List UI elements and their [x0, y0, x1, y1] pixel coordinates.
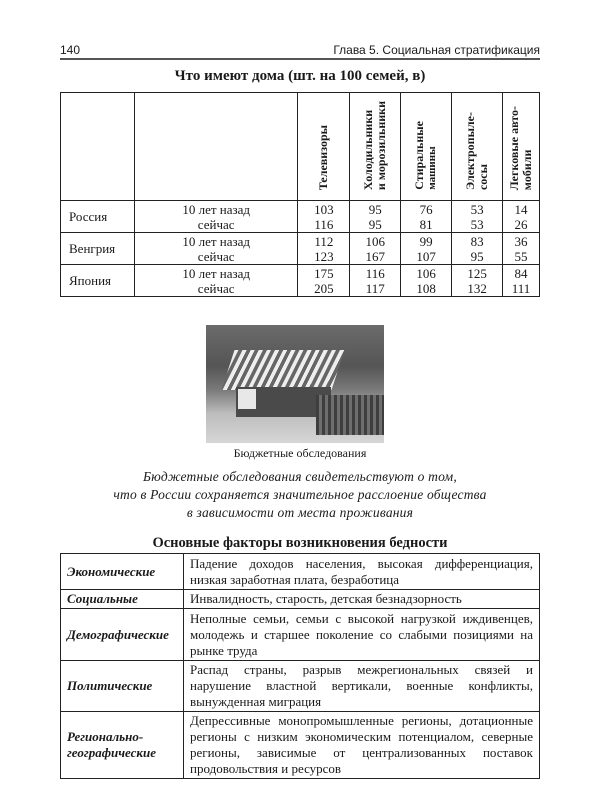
- quote-line: что в России сохраняется значительное расслоение общества: [113, 487, 487, 502]
- table-row: [61, 590, 540, 609]
- value-cell: 175 205: [298, 265, 350, 297]
- period-cell: 10 лет назад сейчас: [134, 233, 298, 265]
- factor-cell: Демографические: [61, 609, 184, 661]
- value-cell: 76 81: [401, 201, 452, 233]
- photo-roof-shape: [222, 350, 345, 390]
- page-number: 140: [60, 43, 81, 57]
- value-cell: 95 95: [350, 201, 401, 233]
- header-empty-period: [134, 93, 298, 201]
- poverty-factors-table: [60, 553, 540, 779]
- value-cell: 83 95: [452, 233, 503, 265]
- dilapidated-house-photo: [206, 325, 384, 443]
- header-col: Телевизоры: [298, 93, 350, 201]
- table-row: [61, 712, 540, 779]
- factor-cell: Социальные: [61, 590, 184, 609]
- value-cell: 112 123: [298, 233, 350, 265]
- header-col: Стиральные машины: [401, 93, 452, 201]
- header-col: Электропыле- сосы: [452, 93, 503, 201]
- country-cell: Венгрия: [61, 233, 135, 265]
- description-cell: Депрессивные монопромышленные регионы, дотационные регионы с низким экономическим потенциалом, северные регионы, зависимые от централизованных поставок продовольствия и ресурсов: [184, 712, 540, 779]
- description-cell: Падение доходов населения, высокая дифференциация, низкая заработная плата, безработица: [184, 554, 540, 590]
- photo-fence-shape: [316, 395, 384, 435]
- header-col: Холодильники и морозильники: [350, 93, 401, 201]
- country-cell: Япония: [61, 265, 135, 297]
- value-cell: 116 117: [350, 265, 401, 297]
- value-cell: 14 26: [503, 201, 540, 233]
- country-cell: Россия: [61, 201, 135, 233]
- description-cell: Инвалидность, старость, детская безнадзорность: [184, 590, 540, 609]
- value-cell: 106 108: [401, 265, 452, 297]
- value-cell: 99 107: [401, 233, 452, 265]
- quote-line: Бюджетные обследования свидетельствуют о том,: [143, 469, 457, 484]
- header-empty-country: [61, 93, 135, 201]
- header-col: Легковые авто- мобили: [503, 93, 540, 201]
- quote-line: в зависимости от места проживания: [186, 505, 414, 520]
- table1-title: Что имеют дома (шт. на 100 семей, в): [174, 68, 426, 84]
- description-cell: Неполные семьи, семьи с высокой нагрузкой иждивенцев, молодежь и старшее поколение со слабыми позициями на рынке труда: [184, 609, 540, 661]
- value-cell: 84 111: [503, 265, 540, 297]
- table-row: [61, 233, 540, 265]
- period-cell: 10 лет назад сейчас: [134, 201, 298, 233]
- value-cell: 106 167: [350, 233, 401, 265]
- table-row: [61, 201, 540, 233]
- value-cell: 36 55: [503, 233, 540, 265]
- value-cell: 125 132: [452, 265, 503, 297]
- table-row: [61, 609, 540, 661]
- table-row: [61, 554, 540, 590]
- period-cell: 10 лет назад сейчас: [134, 265, 298, 297]
- table2-title: Основные факторы возникновения бедности: [152, 535, 448, 551]
- photo-window-shape: [238, 389, 256, 409]
- value-cell: 53 53: [452, 201, 503, 233]
- table-row: [61, 265, 540, 297]
- household-goods-table: [60, 92, 540, 297]
- photo-caption: Бюджетные обследования: [233, 446, 367, 460]
- table-row: [61, 661, 540, 712]
- value-cell: 103 116: [298, 201, 350, 233]
- description-cell: Распад страны, разрыв межрегиональных связей и нарушение властной вертикали, военные конфликты, вынужденная миграция: [184, 661, 540, 712]
- factor-cell: Экономические: [61, 554, 184, 590]
- running-head: [60, 42, 540, 60]
- table-header-row: [61, 93, 540, 201]
- factor-cell: Регионально-географические: [61, 712, 184, 779]
- chapter-title: Глава 5. Социальная стратификация: [333, 43, 540, 57]
- factor-cell: Политические: [61, 661, 184, 712]
- pull-quote: [60, 468, 540, 522]
